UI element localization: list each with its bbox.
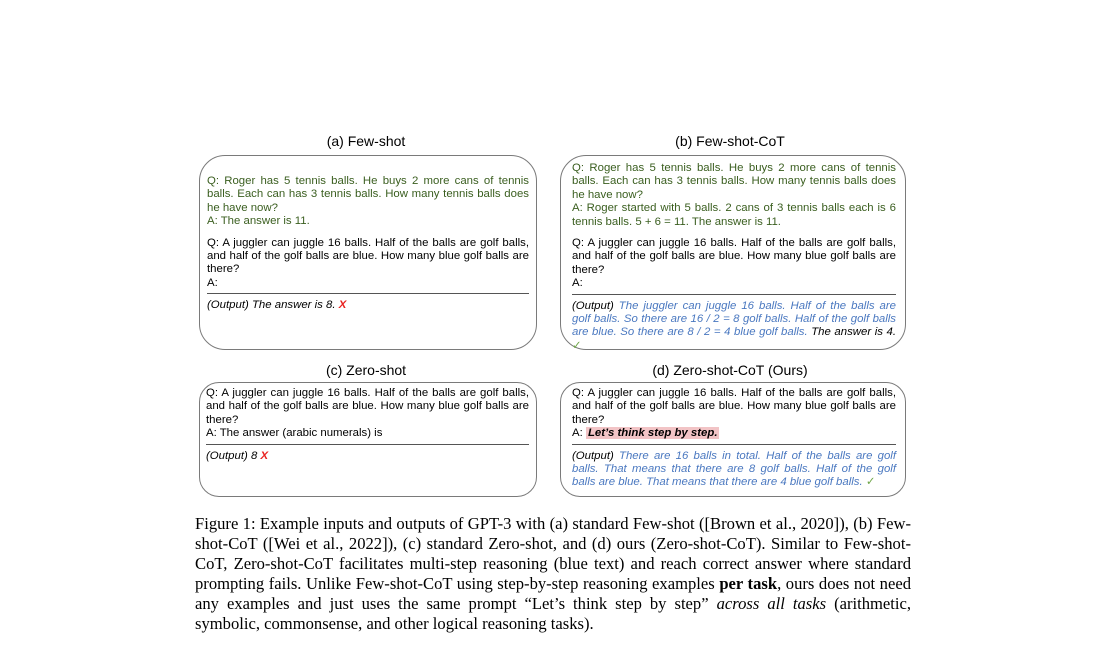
panel-c-title: (c) Zero-shot <box>325 362 407 378</box>
panel-d-trigger-prompt: Let’s think step by step. <box>587 427 718 440</box>
panel-b-title: (b) Few-shot-CoT <box>675 133 785 149</box>
panel-b-output-label: (Output) <box>572 299 614 312</box>
panel-a-divider <box>207 293 529 294</box>
panel-a-question: Q: A juggler can juggle 16 balls. Half of the balls are golf balls, and half of the golf balls are blue. How many blue golf balls are there? <box>207 236 529 276</box>
panel-d-answer-prefix: A: <box>572 427 583 440</box>
panel-d-answer-prompt <box>572 427 896 440</box>
caption-text-3: (arithmetic, symbolic, commonsense, and other logical reasoning tasks). <box>195 594 912 633</box>
panel-a-box <box>199 155 537 350</box>
correct-mark-icon: ✓ <box>572 339 582 352</box>
panel-d-title: (d) Zero-shot-CoT (Ours) <box>652 362 808 378</box>
panel-d-output <box>572 450 896 490</box>
correct-mark-icon: ✓ <box>865 476 876 489</box>
panel-c-question: Q: A juggler can juggle 16 balls. Half of the balls are golf balls, and half of the golf balls are blue. How many blue golf balls are there? <box>206 387 529 426</box>
panel-c-output-text: 8 <box>250 449 258 462</box>
panel-b-question: Q: A juggler can juggle 16 balls. Half of the balls are golf balls, and half of the golf balls are blue. How many blue golf balls are there? <box>572 237 896 276</box>
panel-b-example-answer: A: Roger started with 5 balls. 2 cans of 3 tennis balls each is 6 tennis balls. 5 + 6 = 11. The answer is 11. <box>572 202 896 228</box>
panel-b-box <box>560 155 906 350</box>
panel-c-box <box>199 382 537 497</box>
panel-d-divider <box>572 444 896 445</box>
caption-italic: across all tasks <box>716 594 827 613</box>
panel-b-output <box>572 300 896 354</box>
panel-a-example-question: Q: Roger has 5 tennis balls. He buys 2 more cans of tennis balls. Each can has 3 tennis balls. How many tennis balls does he have now? <box>207 175 529 214</box>
panel-a-output <box>207 299 529 312</box>
wrong-mark-icon: X <box>338 299 347 312</box>
panel-c-output <box>206 450 529 463</box>
panel-d-output-label: (Output) <box>572 449 614 462</box>
panel-d-question: Q: A juggler can juggle 16 balls. Half of the balls are golf balls, and half of the golf balls are blue. How many blue golf balls are there? <box>572 387 896 426</box>
caption-text-2: , ours does not need any examples and just uses the same prompt “Let’s think step by step” <box>195 574 912 613</box>
panel-d-box <box>560 382 906 497</box>
panel-b-divider <box>572 294 896 295</box>
panel-a-answer-prompt: A: <box>207 276 218 289</box>
panel-a-title: (a) Few-shot <box>326 133 406 149</box>
panel-d-output-reasoning: There are 16 balls in total. Half of the balls are golf balls. That means that there are 8 golf balls. Half of the golf balls are blue. That means that there are 4 blue golf balls. <box>572 449 896 489</box>
wrong-mark-icon: X <box>260 449 269 462</box>
figure-caption <box>195 514 911 634</box>
panel-b-output-reasoning: The juggler can juggle 16 balls. Half of the balls are golf balls. So there are 16 / 2 = 8 golf balls. Half of the golf balls are blue. So there are 8 / 2 = 4 blue golf balls. <box>572 299 896 339</box>
panel-b-example-question: Q: Roger has 5 tennis balls. He buys 2 more cans of tennis balls. Each can has 3 tennis balls. How many tennis balls does he have now? <box>572 162 896 201</box>
panel-b-answer-prompt: A: <box>572 277 583 290</box>
caption-text-1: Figure 1: Example inputs and outputs of GPT-3 with (a) standard Few-shot ([Brown et al., 2020]), (b) Few-shot-CoT ([Wei et al., 2022]), (c) standard Zero-shot, and (d) ours (Zero-shot-CoT). Similar to Few-shot-CoT, Zero-shot-CoT facilitates multi-step reasoning (blue text) and reach correct answer where standard prompting fails. Unlike Few-shot-CoT using step-by-step reasoning examples <box>195 514 911 593</box>
panel-c-divider <box>206 444 529 445</box>
panel-c-answer-prompt: A: The answer (arabic numerals) is <box>206 427 383 440</box>
caption-bold: per task <box>719 574 778 593</box>
panel-a-output-label: (Output) <box>207 299 249 312</box>
panel-c-output-label: (Output) <box>206 449 248 462</box>
panel-b-output-answer: The answer is 4. <box>811 326 896 339</box>
panel-a-output-text: The answer is 8. <box>251 299 336 312</box>
panel-a-example-answer: A: The answer is 11. <box>207 215 310 228</box>
